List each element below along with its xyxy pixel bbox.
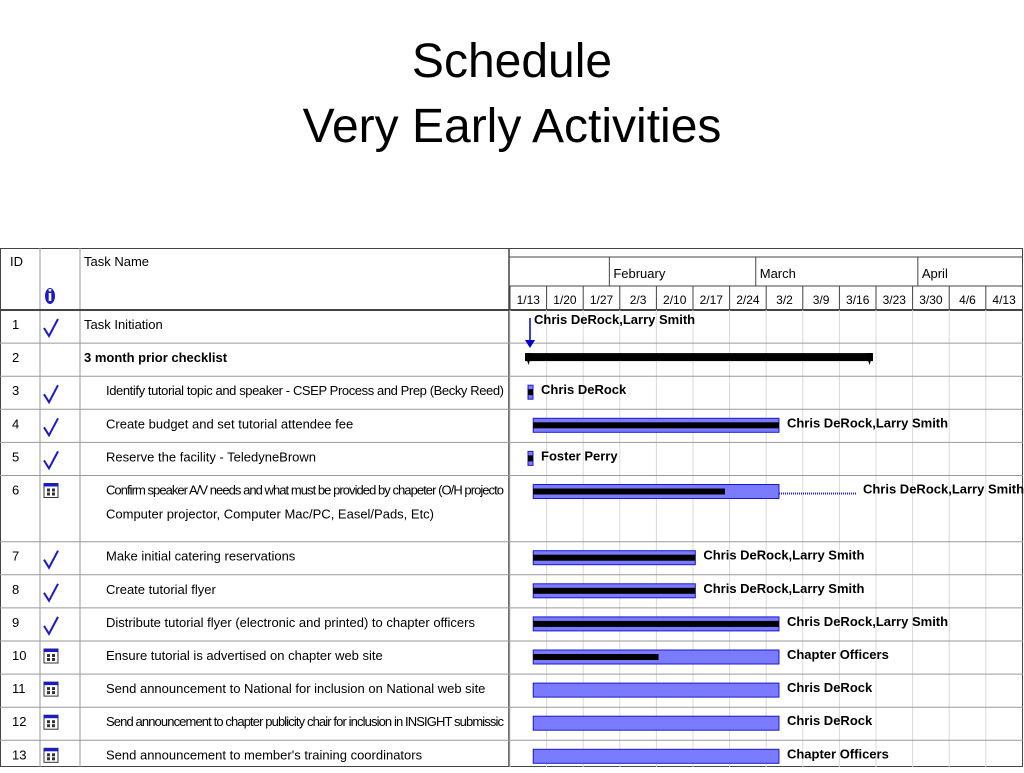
task-name: Send announcement to chapter publicity chair for inclusion in INSIGHT submissic — [106, 714, 505, 730]
task-name: Distribute tutorial flyer (electronic and printed) to chapter officers — [106, 614, 475, 630]
task-bar-fill — [533, 749, 779, 763]
week-label: 3/2 — [776, 293, 793, 307]
resource-label: Foster Perry — [541, 448, 618, 464]
gantt-chart — [0, 248, 1024, 768]
resource-label: Chris DeRock — [786, 680, 873, 696]
task-bar[interactable] — [533, 683, 779, 697]
progress-bar — [533, 555, 695, 561]
resource-label: Chapter Officers — [786, 647, 889, 662]
week-label: 1/20 — [553, 293, 577, 307]
task-bar[interactable] — [533, 418, 779, 432]
task-bar[interactable] — [533, 650, 779, 664]
id-header: ID — [10, 254, 23, 269]
slide-title: Schedule — [411, 35, 613, 88]
check-icon — [44, 451, 58, 468]
resource-label: Chris DeRock,Larry Smith — [862, 481, 1024, 497]
task-bar[interactable] — [533, 617, 779, 631]
task-bar[interactable] — [528, 451, 533, 465]
table-row[interactable] — [0, 549, 1023, 575]
timeline-gridlines — [510, 310, 986, 767]
task-id: 8 — [12, 581, 20, 597]
resource-label: Chapter Officers — [786, 746, 889, 762]
task-id: 2 — [12, 350, 20, 366]
table-row[interactable] — [0, 582, 1023, 608]
task-name-header: Task Name — [84, 254, 150, 269]
task-id: 10 — [12, 648, 27, 663]
week-label: 3/16 — [846, 293, 870, 307]
task-id: 4 — [12, 416, 20, 432]
month-label: February — [613, 266, 666, 281]
table-row[interactable] — [0, 449, 1023, 475]
resource-label: Chris DeRock,Larry Smith — [786, 415, 949, 431]
week-label: 2/10 — [663, 293, 687, 307]
week-label: 2/24 — [736, 293, 760, 307]
progress-bar — [533, 489, 725, 495]
task-name: Confirm speaker A/V needs and what must be provided by chapeter (O/H projecto — [106, 482, 504, 498]
task-id: 13 — [12, 747, 27, 763]
check-icon — [44, 584, 58, 601]
gantt-svg — [0, 248, 1024, 768]
task-id: 7 — [12, 548, 20, 564]
check-icon — [44, 617, 58, 634]
task-bar[interactable] — [533, 551, 695, 565]
resource-label: Chris DeRock — [786, 713, 873, 729]
calendar-icon — [44, 484, 58, 498]
progress-bar — [533, 422, 779, 428]
week-label: 2/17 — [699, 293, 723, 307]
calendar-icon — [44, 682, 58, 696]
progress-bar — [533, 588, 695, 594]
task-rows — [0, 317, 1023, 768]
table-row[interactable] — [0, 383, 1023, 409]
task-bar[interactable] — [533, 485, 857, 499]
week-label: 2/3 — [629, 293, 647, 307]
table-row[interactable] — [0, 317, 1023, 343]
timeline-header — [510, 257, 1016, 310]
task-id: 12 — [12, 714, 27, 730]
slide-subtitle: Very Early Activities — [302, 100, 722, 153]
progress-bar — [533, 654, 658, 660]
summary-bar[interactable] — [525, 353, 873, 365]
task-id: 3 — [12, 383, 20, 399]
progress-bar — [528, 455, 533, 461]
task-name: Identify tutorial topic and speaker - CSEP Process and Prep (Becky Reed) — [106, 383, 504, 399]
check-icon — [44, 319, 58, 336]
task-bar-fill — [533, 716, 779, 730]
week-label: 4/13 — [992, 293, 1016, 307]
calendar-icon — [44, 649, 58, 663]
calendar-icon — [44, 715, 58, 729]
week-label: 4/6 — [959, 293, 976, 307]
check-icon — [44, 385, 58, 402]
task-name: Task Initiation — [84, 317, 163, 332]
task-name-line2: Computer projector, Computer Mac/PC, Easel/Pads, Etc) — [106, 506, 435, 522]
month-label: April — [921, 266, 948, 281]
task-id: 9 — [12, 614, 20, 630]
task-id: 1 — [12, 317, 20, 332]
week-label: 3/9 — [812, 293, 830, 307]
task-name: Send announcement to National for inclusion on National web site — [106, 681, 486, 697]
task-bar[interactable] — [533, 716, 779, 730]
week-label: 3/23 — [882, 293, 906, 307]
check-icon — [44, 418, 58, 435]
task-name: Create tutorial flyer — [106, 581, 216, 597]
resource-label: Chris DeRock,Larry Smith — [703, 580, 865, 596]
task-bar[interactable] — [533, 749, 779, 763]
task-name: Reserve the facility - TeledyneBrown — [106, 449, 317, 465]
check-icon — [44, 551, 58, 568]
task-name: Make initial catering reservations — [106, 548, 296, 564]
task-bar[interactable] — [533, 584, 695, 598]
task-id: 5 — [12, 449, 20, 465]
week-label: 1/27 — [589, 293, 614, 307]
task-id: 11 — [12, 681, 26, 697]
task-name: Ensure tutorial is advertised on chapter web site — [106, 648, 383, 663]
task-bar[interactable] — [528, 385, 533, 399]
task-bar-fill — [533, 683, 779, 697]
week-label: 1/13 — [516, 293, 540, 307]
progress-bar — [533, 621, 779, 627]
week-label: 3/30 — [919, 293, 943, 307]
progress-bar — [528, 389, 533, 395]
resource-label: Chris DeRock,Larry Smith — [534, 312, 696, 327]
month-label: March — [759, 266, 796, 281]
resource-label: Chris DeRock,Larry Smith — [786, 613, 949, 629]
info-icon — [45, 288, 55, 304]
task-id: 6 — [12, 482, 20, 498]
task-name: Send announcement to member's training coordinators — [106, 747, 423, 763]
calendar-icon — [44, 748, 58, 762]
task-name: 3 month prior checklist — [84, 350, 228, 366]
resource-label: Chris DeRock — [541, 382, 627, 398]
task-name: Create budget and set tutorial attendee fee — [106, 416, 354, 432]
resource-label: Chris DeRock,Larry Smith — [703, 547, 865, 563]
